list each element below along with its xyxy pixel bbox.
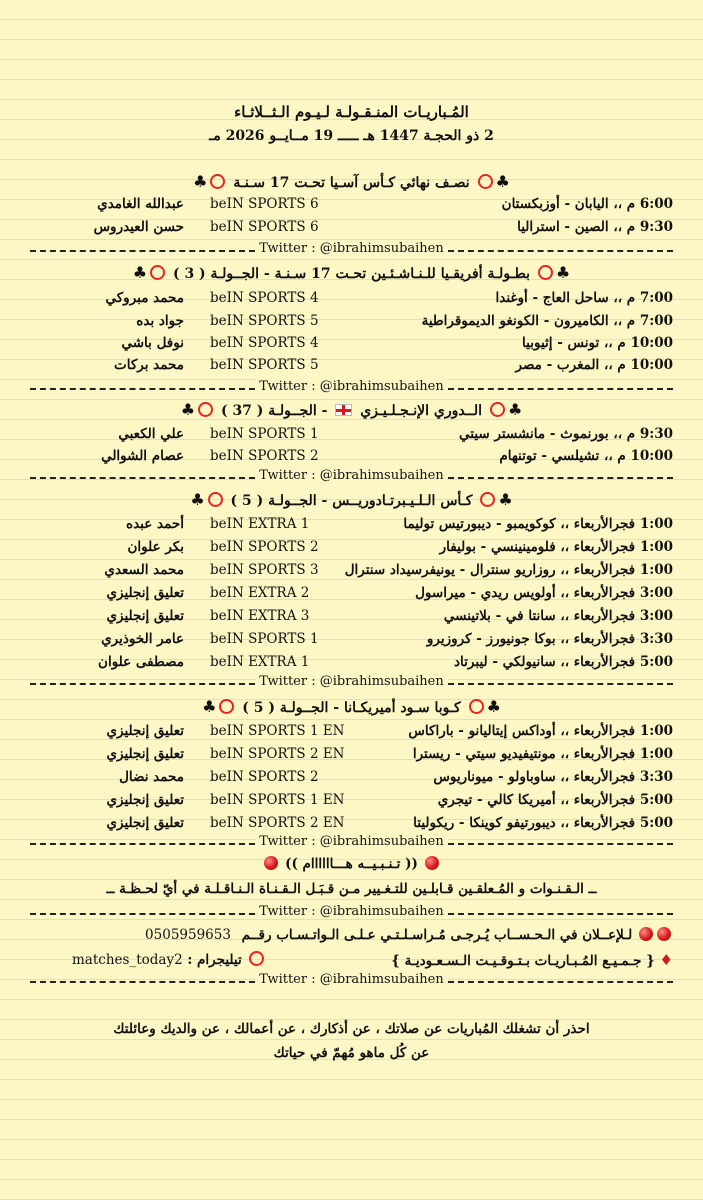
twitter-handle: Twitter : @ibrahimsubaihen — [255, 674, 448, 689]
twitter-handle: Twitter : @ibrahimsubaihen — [255, 379, 448, 394]
match-commentator: تعليق إنجليزي — [106, 815, 184, 831]
match-channel: beIN SPORTS 4 — [210, 335, 319, 351]
match-channel: beIN SPORTS 1 EN — [210, 792, 345, 808]
notice-heading — [0, 856, 703, 872]
twitter-handle: Twitter : @ibrahimsubaihen — [255, 834, 448, 849]
section-header-sudamericana — [30, 697, 673, 716]
match-channel: beIN SPORTS 6 — [210, 196, 319, 212]
notice-text: ــ الـقـنـوات و المُـعلقـين قـابلـين للتـغـيير مـن قـبَـل الـقـنـاة الـنـاقـلـة في أيّ لحـظـة ــ — [106, 881, 597, 897]
match-channel: beIN EXTRA 3 — [210, 608, 310, 624]
red-circle-icon — [538, 265, 553, 280]
match-commentator: محمد نضال — [119, 769, 184, 785]
club-suit-icon: ♣ — [180, 400, 196, 419]
telegram-line — [72, 951, 267, 973]
match-time-teams: 1:00 فجرالأربعاء ،، فلومينينسي - بوليفار — [439, 539, 673, 555]
match-row — [0, 539, 703, 561]
club-suit-icon: ♣ — [495, 172, 510, 191]
section-header-asia-u17 — [30, 172, 673, 191]
match-time-teams: 1:00 فجرالأربعاء ،، روزاريو سنترال - يونيفرسيداد سنترال — [344, 562, 673, 578]
match-time-teams: 1:00 فجرالأربعاء ،، كوكويمبو - ديبورتيس توليما — [403, 516, 673, 532]
match-row — [0, 357, 703, 379]
twitter-handle: Twitter : @ibrahimsubaihen — [255, 904, 448, 919]
red-circle-icon — [210, 174, 225, 189]
section-header-premier-league — [30, 400, 673, 419]
match-time-teams: 7:00 م ،، ساحل العاج - أوغندا — [495, 290, 673, 306]
match-channel: beIN SPORTS 5 — [210, 313, 319, 329]
match-channel: beIN EXTRA 1 — [210, 654, 310, 670]
match-commentator: عامر الخوذيري — [101, 631, 184, 647]
section-title: نصـف نهائي كـأس آسـيا تحـت 17 سـنـة — [233, 175, 470, 191]
match-row — [0, 631, 703, 653]
section-title: كـأس الـلـيـبرتـادوريــس - الجــولـة ( 5 ) — [230, 493, 473, 509]
match-channel: beIN SPORTS 3 — [210, 562, 319, 578]
section-header-libertadores — [30, 490, 673, 509]
red-circle-icon — [198, 402, 213, 417]
notice-heading-text: (( تـنـبـيــه هـــاااااام )) — [285, 856, 418, 872]
match-time-teams: 1:00 فجرالأربعاء ،، مونتيفيديو سيتي - ريسترا — [412, 746, 673, 762]
match-time-teams: 10:00 م ،، تونس - إثيوبيا — [522, 335, 673, 351]
club-suit-icon: ♣ — [202, 697, 217, 716]
section-title: بطـولـة أفريقـيا للـنـاشـئـين تحـت 17 سـنـة - الجــولـة ( 3 ) — [172, 266, 531, 282]
red-dot-icon — [657, 927, 671, 941]
section-round: - الجــولـة ( 37 ) — [220, 403, 328, 419]
match-channel: beIN SPORTS 4 — [210, 290, 319, 306]
match-time-teams: 5:00 فجرالأربعاء ،، ديبورتيفو كوينكا - ريكوليتا — [413, 815, 673, 831]
match-channel: beIN SPORTS 2 — [210, 448, 319, 464]
match-row — [0, 746, 703, 768]
match-time-teams: 9:30 م ،، الصين - استراليا — [517, 219, 673, 235]
match-commentator: نوفل باشي — [121, 335, 184, 351]
date-line: 2 ذو الحجـة 1447 هـ ـــــ 19 مــايــو 2026 مـ — [209, 128, 494, 144]
match-row — [0, 792, 703, 814]
telegram-handle[interactable]: matches_today2 — [72, 952, 183, 968]
match-channel: beIN SPORTS 1 — [210, 426, 319, 442]
match-commentator: عبدالله الغامدي — [97, 196, 184, 212]
club-suit-icon: ♣ — [190, 490, 205, 509]
red-circle-icon — [249, 951, 264, 966]
match-time-teams: 9:30 م ،، بورنموث - مانشستر سيتي — [459, 426, 673, 442]
twitter-divider — [30, 379, 673, 397]
match-time-teams: 3:30 فجرالأربعاء ،، ساوباولو - ميوناريوس — [433, 769, 673, 785]
match-channel: beIN SPORTS 2 EN — [210, 815, 345, 831]
club-suit-icon: ♣ — [193, 172, 208, 191]
match-channel: beIN SPORTS 2 — [210, 769, 319, 785]
twitter-divider — [30, 468, 673, 486]
red-dot-icon — [264, 856, 278, 870]
ads-text: لـلإعــلان في الـحـســاب يُـرجـى مُـراسـلـتـي عـلـى الـواتـسـاب رقــم — [241, 927, 633, 943]
match-time-teams: 10:00 م ،، تشيلسي - توتنهام — [499, 448, 673, 464]
match-time-teams: 1:00 فجرالأربعاء ،، أوداكس إيتاليانو - باراكاس — [408, 723, 673, 739]
england-flag-icon — [335, 404, 352, 416]
twitter-divider — [30, 241, 673, 259]
club-suit-icon: ♣ — [555, 263, 571, 282]
red-circle-icon — [490, 402, 505, 417]
footer-line-2: عن كُل ماهو مُهمّ في حياتك — [273, 1045, 430, 1061]
match-row — [0, 723, 703, 745]
red-circle-icon — [208, 492, 223, 507]
match-row — [0, 426, 703, 448]
match-time-teams: 3:00 فجرالأربعاء ،، سانتا في - بلاتينسي — [443, 608, 673, 624]
red-dot-icon — [425, 856, 439, 870]
match-row — [0, 585, 703, 607]
ads-phone: 0505959653 — [145, 927, 231, 943]
red-circle-icon — [480, 492, 495, 507]
footer-line-1: احذر أن تشغلك المُباريات عن صلاتك ، عن أذكارك ، عن أعمالك ، عن والديك وعائلتك — [113, 1021, 590, 1037]
match-channel: beIN SPORTS 1 — [210, 631, 319, 647]
match-commentator: حسن العيدروس — [93, 219, 184, 235]
match-time-teams: 5:00 فجرالأربعاء ،، سانيولكي - ليبرتاد — [454, 654, 673, 670]
match-row — [0, 562, 703, 584]
twitter-divider — [30, 834, 673, 852]
twitter-divider — [30, 904, 673, 922]
match-time-teams: 3:30 فجرالأربعاء ،، بوكا جونيورز - كروزيرو — [426, 631, 673, 647]
club-suit-icon: ♣ — [498, 490, 513, 509]
match-channel: beIN EXTRA 2 — [210, 585, 310, 601]
match-commentator: محمد مبروكي — [105, 290, 184, 306]
match-row — [0, 608, 703, 630]
red-circle-icon — [469, 699, 484, 714]
match-channel: beIN SPORTS 2 — [210, 539, 319, 555]
twitter-handle: Twitter : @ibrahimsubaihen — [255, 468, 448, 483]
match-time-teams: 5:00 فجرالأربعاء ،، أميريكا كالي - تيجري — [437, 792, 673, 808]
match-channel: beIN SPORTS 5 — [210, 357, 319, 373]
red-circle-icon — [478, 174, 493, 189]
match-time-teams: 7:00 م ،، الكاميرون - الكونغو الديموقراطية — [421, 313, 673, 329]
match-commentator: تعليق إنجليزي — [106, 746, 184, 762]
match-row — [0, 516, 703, 538]
saudi-time-note — [391, 951, 673, 973]
club-suit-icon: ♣ — [132, 263, 148, 282]
match-commentator: بكر علوان — [127, 539, 184, 555]
match-row — [0, 290, 703, 312]
match-row — [0, 196, 703, 218]
match-channel: beIN SPORTS 6 — [210, 219, 319, 235]
saudi-time-text: { جـمـيـع المُـبـاريـات بـتـوقـيـت الـسـعـوديـة } — [391, 953, 655, 969]
match-row — [0, 335, 703, 357]
twitter-handle: Twitter : @ibrahimsubaihen — [255, 241, 448, 256]
section-title: كـوبا سـود أميريكـانا - الجــولـة ( 5 ) — [242, 700, 461, 716]
red-dot-icon — [639, 927, 653, 941]
red-diamond-icon: ♦ — [659, 951, 673, 969]
red-circle-icon — [219, 699, 234, 714]
match-commentator: مصطفى علوان — [98, 654, 184, 670]
footer-reminder — [40, 1017, 663, 1065]
ads-line — [145, 927, 673, 949]
match-row — [0, 313, 703, 335]
match-commentator: جواد بده — [136, 313, 184, 329]
section-header-africa-u17 — [30, 263, 673, 282]
match-time-teams: 3:00 فجرالأربعاء ،، أولويس ريدي - ميراسول — [415, 585, 673, 601]
match-commentator: تعليق إنجليزي — [106, 608, 184, 624]
match-commentator: عصام الشوالي — [101, 448, 184, 464]
page-title: المُـباريـات المنـقـولـة لـيـوم الـثــلاثـاء — [234, 103, 469, 121]
match-channel: beIN SPORTS 2 EN — [210, 746, 345, 762]
telegram-label: تيليجرام : — [187, 952, 242, 968]
match-row — [0, 654, 703, 676]
match-row — [0, 448, 703, 470]
red-circle-icon — [150, 265, 165, 280]
match-time-teams: 10:00 م ،، المغرب - مصر — [515, 357, 673, 373]
match-commentator: أحمد عبده — [126, 516, 184, 532]
section-title: الــدوري الإنـجـلـيـزي — [360, 403, 483, 419]
match-row — [0, 219, 703, 241]
match-commentator: تعليق إنجليزي — [106, 585, 184, 601]
club-suit-icon: ♣ — [486, 697, 501, 716]
match-row — [0, 769, 703, 791]
match-commentator: علي الكعبي — [118, 426, 184, 442]
twitter-handle: Twitter : @ibrahimsubaihen — [255, 972, 448, 987]
match-commentator: تعليق إنجليزي — [106, 723, 184, 739]
match-channel: beIN SPORTS 1 EN — [210, 723, 345, 739]
match-commentator: محمد السعدي — [104, 562, 184, 578]
match-commentator: تعليق إنجليزي — [106, 792, 184, 808]
club-suit-icon: ♣ — [507, 400, 523, 419]
match-commentator: محمد بركات — [114, 357, 184, 373]
match-channel: beIN EXTRA 1 — [210, 516, 310, 532]
twitter-divider — [30, 972, 673, 990]
twitter-divider — [30, 674, 673, 692]
match-time-teams: 6:00 م ،، اليابان - أوزبكستان — [501, 196, 673, 212]
